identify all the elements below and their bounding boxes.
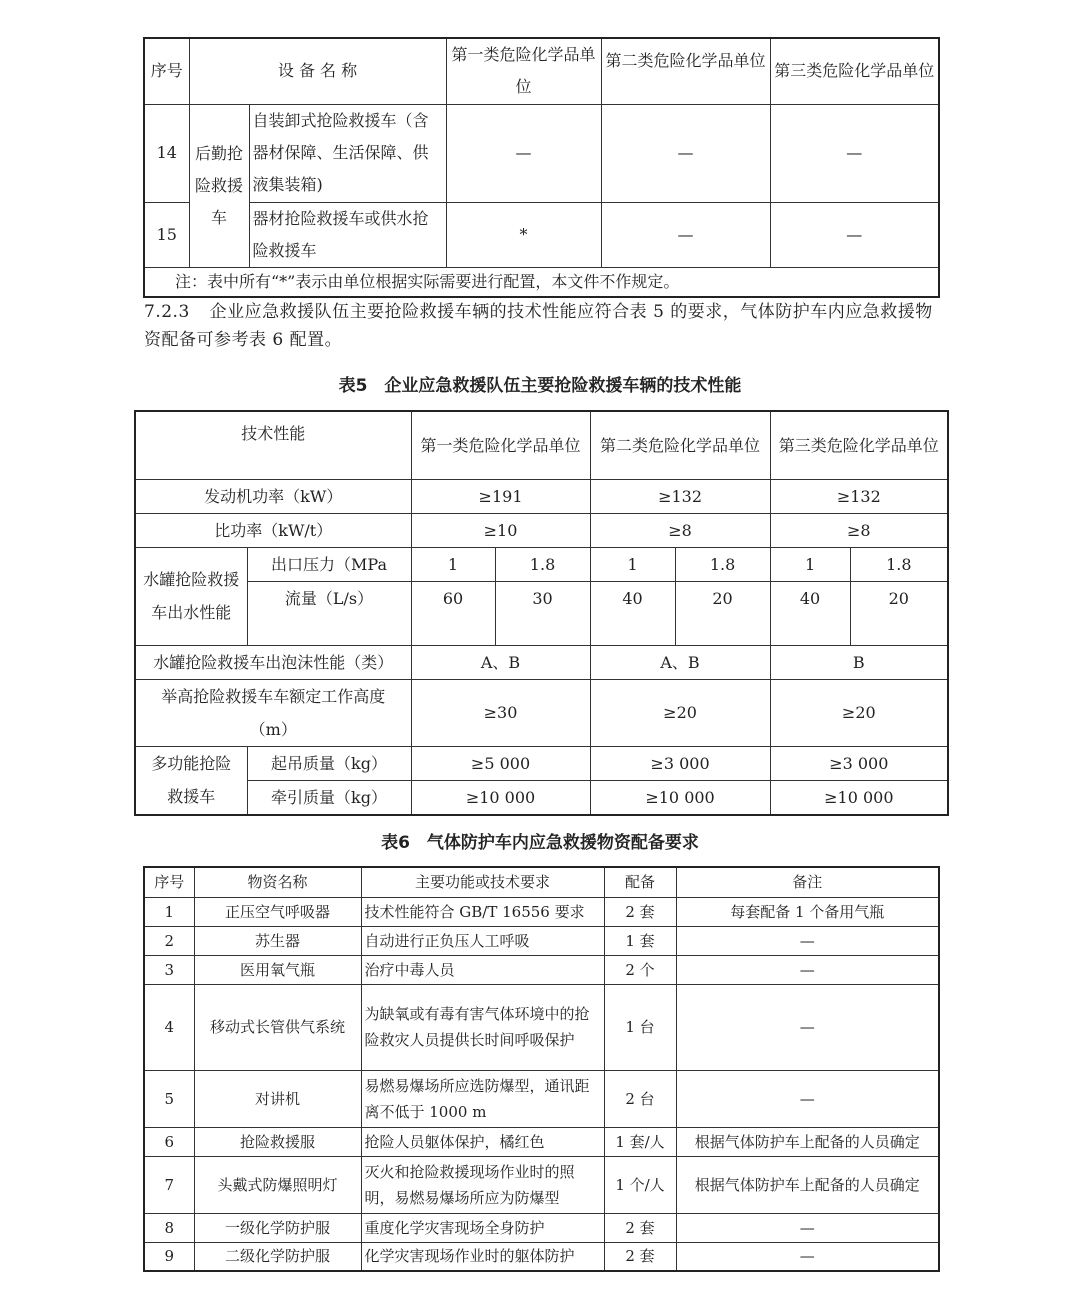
class1-value: ≥10 bbox=[411, 513, 590, 547]
group-label: 后勤抢险救援车 bbox=[189, 104, 249, 267]
class3-value: — bbox=[770, 202, 939, 267]
tow-mass-label: 牵引质量（kg） bbox=[247, 780, 411, 815]
header-quantity: 配备 bbox=[604, 867, 676, 897]
row-no: 1 bbox=[144, 897, 194, 926]
flow-value: 40 bbox=[590, 581, 675, 645]
equipment-name: 器材抢险救援车或供水抢险救援车 bbox=[249, 202, 446, 267]
header-name: 物资名称 bbox=[194, 867, 361, 897]
supply-name: 抢险救援服 bbox=[194, 1127, 361, 1156]
table6-caption: 表6 气体防护车内应急救援物资配备要求 bbox=[381, 833, 699, 853]
class3-value: ≥20 bbox=[770, 679, 948, 746]
supply-quantity: 1 套 bbox=[604, 926, 676, 955]
supply-quantity: 2 套 bbox=[604, 897, 676, 926]
flow-value: 30 bbox=[495, 581, 590, 645]
supply-remark: — bbox=[676, 1070, 939, 1127]
flow-value: 20 bbox=[675, 581, 770, 645]
supply-function: 为缺氧或有毒有害气体环境中的抢险救灾人员提供长时间呼吸保护 bbox=[361, 984, 604, 1070]
engine-power-label: 发动机功率（kW） bbox=[135, 479, 411, 513]
row-no: 6 bbox=[144, 1127, 194, 1156]
row-no: 9 bbox=[144, 1242, 194, 1271]
class2-value: — bbox=[601, 202, 770, 267]
lift-height-label: 举高抢险救援车车额定工作高度（m） bbox=[135, 679, 411, 746]
clause-text: 企业应急救援队伍主要抢险救援车辆的技术性能应符合表 5 的要求，气体防护车内应急救援物资配备可参考表 6 配置。 bbox=[144, 302, 933, 350]
supply-remark: — bbox=[676, 955, 939, 984]
header-class2: 第二类危险化学品单位 bbox=[601, 38, 770, 104]
supply-name: 对讲机 bbox=[194, 1070, 361, 1127]
header-class3: 第三类危险化学品单位 bbox=[770, 38, 939, 104]
class1-value: * bbox=[446, 202, 601, 267]
supply-remark: — bbox=[676, 926, 939, 955]
supply-function: 技术性能符合 GB/T 16556 要求 bbox=[361, 897, 604, 926]
class2-value: ≥20 bbox=[590, 679, 770, 746]
supply-function: 易燃易爆场所应选防爆型，通讯距离不低于 1000 m bbox=[361, 1070, 604, 1127]
supply-remark: 根据气体防护车上配备的人员确定 bbox=[676, 1127, 939, 1156]
supply-quantity: 2 台 bbox=[604, 1070, 676, 1127]
header-class2: 第二类危险化学品单位 bbox=[590, 411, 770, 479]
row-no: 8 bbox=[144, 1213, 194, 1242]
supply-name: 一级化学防护服 bbox=[194, 1213, 361, 1242]
flow-value: 20 bbox=[850, 581, 948, 645]
vehicle-performance-table bbox=[134, 410, 949, 816]
class3-value: ≥10 000 bbox=[770, 780, 948, 815]
class3-value: ≥132 bbox=[770, 479, 948, 513]
pressure-value: 1.8 bbox=[850, 547, 948, 581]
class2-value: A、B bbox=[590, 645, 770, 679]
supply-remark: — bbox=[676, 1242, 939, 1271]
clause-paragraph bbox=[144, 298, 944, 354]
class2-value: ≥8 bbox=[590, 513, 770, 547]
header-equipment-name: 设 备 名 称 bbox=[189, 38, 446, 104]
header-function: 主要功能或技术要求 bbox=[361, 867, 604, 897]
supply-function: 抢险人员躯体保护，橘红色 bbox=[361, 1127, 604, 1156]
class3-value: ≥3 000 bbox=[770, 746, 948, 780]
class1-value: ≥10 000 bbox=[411, 780, 590, 815]
supply-quantity: 1 套/人 bbox=[604, 1127, 676, 1156]
supply-quantity: 2 个 bbox=[604, 955, 676, 984]
row-no: 15 bbox=[144, 202, 189, 267]
supply-quantity: 2 套 bbox=[604, 1213, 676, 1242]
class1-value: ≥30 bbox=[411, 679, 590, 746]
header-remark: 备注 bbox=[676, 867, 939, 897]
class1-value: ≥5 000 bbox=[411, 746, 590, 780]
supplies-table bbox=[143, 866, 940, 1272]
clause-number: 7.2.3 bbox=[144, 302, 190, 322]
class2-value: ≥3 000 bbox=[590, 746, 770, 780]
supply-remark: — bbox=[676, 1213, 939, 1242]
pressure-value: 1 bbox=[590, 547, 675, 581]
row-no: 2 bbox=[144, 926, 194, 955]
header-class1: 第一类危险化学品单位 bbox=[411, 411, 590, 479]
row-no: 14 bbox=[144, 104, 189, 202]
class1-value: ≥191 bbox=[411, 479, 590, 513]
header-class1: 第一类危险化学品单位 bbox=[446, 38, 601, 104]
pressure-value: 1.8 bbox=[675, 547, 770, 581]
supply-remark: 每套配备 1 个备用气瓶 bbox=[676, 897, 939, 926]
supply-function: 灭火和抢险救援现场作业时的照明，易燃易爆场所应为防爆型 bbox=[361, 1156, 604, 1213]
foam-performance-label: 水罐抢险救援车出泡沫性能（类） bbox=[135, 645, 411, 679]
flow-value: 40 bbox=[770, 581, 850, 645]
supply-function: 化学灾害现场作业时的躯体防护 bbox=[361, 1242, 604, 1271]
header-performance: 技术性能 bbox=[135, 411, 411, 479]
row-no: 4 bbox=[144, 984, 194, 1070]
pressure-value: 1 bbox=[770, 547, 850, 581]
supply-remark: — bbox=[676, 984, 939, 1070]
supply-quantity: 2 套 bbox=[604, 1242, 676, 1271]
water-tank-group: 水罐抢险救援车出水性能 bbox=[135, 547, 247, 645]
multi-function-group: 多功能抢险救援车 bbox=[135, 746, 247, 815]
supply-name: 头戴式防爆照明灯 bbox=[194, 1156, 361, 1213]
class2-value: — bbox=[601, 104, 770, 202]
header-no: 序号 bbox=[144, 38, 189, 104]
outlet-pressure-label: 出口压力（MPa bbox=[247, 547, 411, 581]
flow-value: 60 bbox=[411, 581, 495, 645]
class2-value: ≥10 000 bbox=[590, 780, 770, 815]
equipment-name: 自装卸式抢险救援车（含器材保障、生活保障、供液集装箱) bbox=[249, 104, 446, 202]
supply-name: 二级化学防护服 bbox=[194, 1242, 361, 1271]
table-note: 注：表中所有“*”表示由单位根据实际需要进行配置，本文件不作规定。 bbox=[144, 267, 939, 297]
equipment-table bbox=[143, 37, 940, 298]
flow-label: 流量（L/s） bbox=[247, 581, 411, 645]
supply-function: 治疗中毒人员 bbox=[361, 955, 604, 984]
table5-caption: 表5 企业应急救援队伍主要抢险救援车辆的技术性能 bbox=[338, 376, 742, 396]
pressure-value: 1 bbox=[411, 547, 495, 581]
class2-value: ≥132 bbox=[590, 479, 770, 513]
row-no: 7 bbox=[144, 1156, 194, 1213]
header-class3: 第三类危险化学品单位 bbox=[770, 411, 948, 479]
header-no: 序号 bbox=[144, 867, 194, 897]
class3-value: ≥8 bbox=[770, 513, 948, 547]
specific-power-label: 比功率（kW/t） bbox=[135, 513, 411, 547]
supply-function: 重度化学灾害现场全身防护 bbox=[361, 1213, 604, 1242]
supply-remark: 根据气体防护车上配备的人员确定 bbox=[676, 1156, 939, 1213]
pressure-value: 1.8 bbox=[495, 547, 590, 581]
supply-name: 正压空气呼吸器 bbox=[194, 897, 361, 926]
class3-value: B bbox=[770, 645, 948, 679]
supply-name: 苏生器 bbox=[194, 926, 361, 955]
supply-function: 自动进行正负压人工呼吸 bbox=[361, 926, 604, 955]
supply-name: 移动式长管供气系统 bbox=[194, 984, 361, 1070]
row-no: 3 bbox=[144, 955, 194, 984]
row-no: 5 bbox=[144, 1070, 194, 1127]
supply-name: 医用氧气瓶 bbox=[194, 955, 361, 984]
supply-quantity: 1 台 bbox=[604, 984, 676, 1070]
class1-value: — bbox=[446, 104, 601, 202]
class3-value: — bbox=[770, 104, 939, 202]
supply-quantity: 1 个/人 bbox=[604, 1156, 676, 1213]
crane-mass-label: 起吊质量（kg） bbox=[247, 746, 411, 780]
class1-value: A、B bbox=[411, 645, 590, 679]
